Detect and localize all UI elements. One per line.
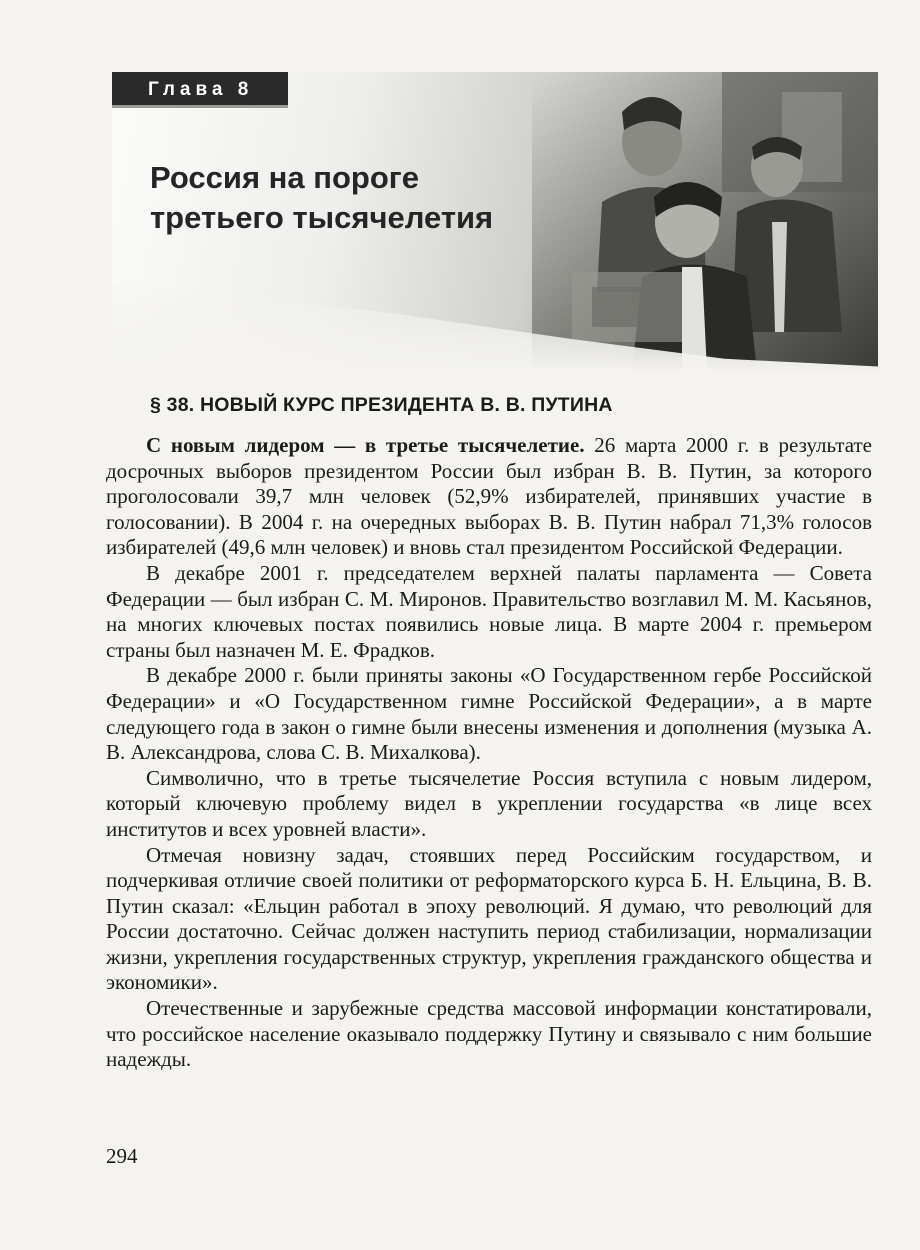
- paragraph-text: 26 марта 2000 г. в результате досрочных выборов президентом России был избран В. В. Путин, за которого проголосовали 39,7 млн человек (52,9% избирателей, принявших участие в голосовании). В 2004 г. на очередных выборах В. В. Путин набрал 71,3% голосов избирателей (49,6 млн человек) и вновь стал президентом Российской Федерации.: [106, 433, 872, 560]
- section-heading: § 38. НОВЫЙ КУРС ПРЕЗИДЕНТА В. В. ПУТИНА: [150, 394, 613, 416]
- chapter-title: [150, 158, 493, 238]
- paragraph: Отмечая новизну задач, стоявших перед Российским государством, и подчеркивая отличие своей политики от реформаторского курса Б. Н. Ельцина, В. В. Путин сказал: «Ельцин работал в эпоху революций. Я думаю, что революций для России достаточно. Сейчас должен наступить период стабилизации, нормализации жизни, укрепления государственных структур, укрепления гражданского общества и экономики».: [106, 842, 872, 995]
- chapter-title-line-1: Россия на пороге: [150, 160, 419, 195]
- paragraph: [106, 433, 872, 561]
- chapter-label: Глава 8: [112, 72, 288, 108]
- chapter-banner: [112, 72, 878, 372]
- paragraph-lead: С новым лидером — в третье тысячелетие.: [146, 433, 585, 457]
- paragraph: Символично, что в третье тысячелетие Россия вступила с новым лидером, который ключевую проблему видел в укреплении государства «в лице всех институтов и всех уровней власти».: [106, 765, 872, 841]
- chapter-title-line-2: третьего тысячелетия: [150, 200, 494, 235]
- paragraph: В декабре 2001 г. председателем верхней палаты парламента — Совета Федерации — был избран С. М. Миронов. Правительство возглавил М. М. Касьянов, на многих ключевых постах появились новые лица. В марте 2004 г. премьером страны был назначен М. Е. Фрадков.: [106, 560, 872, 662]
- students-photo: [532, 72, 878, 372]
- paragraph: В декабре 2000 г. были приняты законы «О Государственном гербе Российской Федерации» и «О Государственном гимне Российской Федерации», а в марте следующего года в закон о гимне были внесены изменения и дополнения (музыка А. В. Александрова, слова С. В. Михалкова).: [106, 663, 872, 765]
- page-number: 294: [106, 1144, 138, 1168]
- paragraph: Отечественные и зарубежные средства массовой информации констатировали, что российское население оказывало поддержку Путину и связывало с ним большие надежды.: [106, 996, 872, 1072]
- body-text: [106, 433, 872, 1073]
